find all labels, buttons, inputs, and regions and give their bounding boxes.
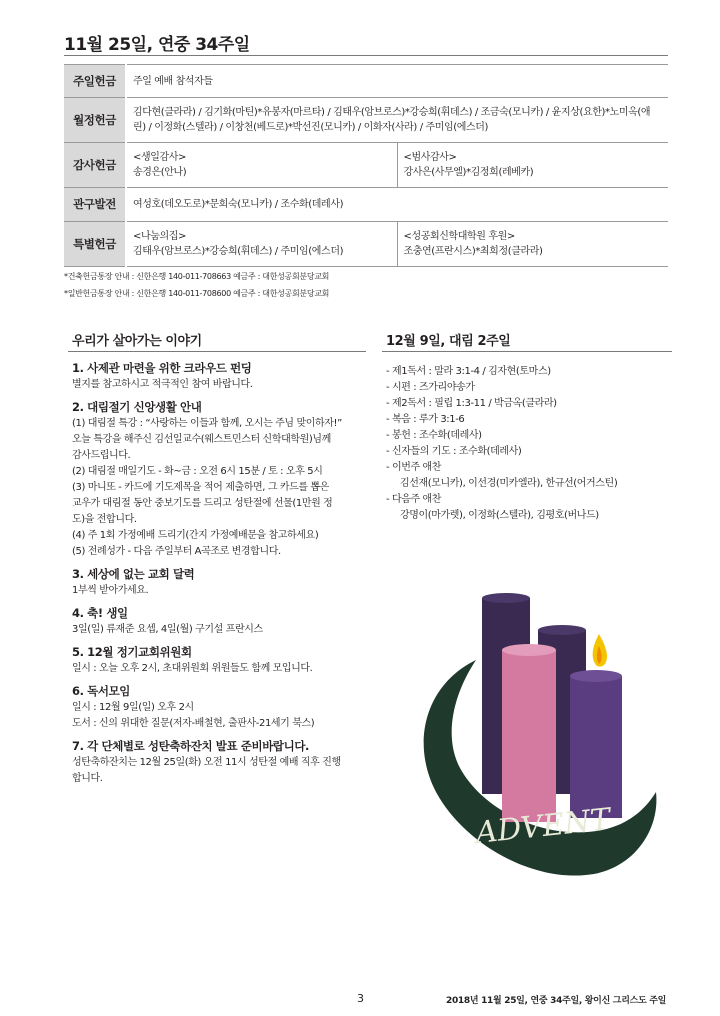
- offering-label: 주일헌금: [64, 65, 126, 98]
- story-item-line: 오늘 특강을 해주신 김선일교수(웨스트민스터 신학대학원)님께: [72, 434, 331, 445]
- story-item-line: 감사드립니다.: [72, 450, 131, 461]
- story-item-heading: 3. 세상에 없는 교회 달력: [72, 567, 195, 581]
- story-item-line: 일시 : 12월 9일(일) 오후 2시: [72, 702, 194, 713]
- story-item-line: 일시 : 오늘 오후 2시, 초대위원회 위원들도 함께 모입니다.: [72, 663, 313, 674]
- footer-text: 2018년 11월 25일, 연중 34주일, 왕이신 그리스도 주일: [446, 996, 666, 1006]
- offering-label: 감사헌금: [64, 143, 126, 188]
- nextweek-list: [386, 364, 666, 524]
- nextweek-line: 강명이(마가렛), 이정화(스텔라), 김평호(버나드): [400, 510, 599, 521]
- story-item-heading: 5. 12월 정기교회위원회: [72, 645, 192, 659]
- story-item-heading: 7. 각 단체별로 성탄축하잔치 발표 준비바랍니다.: [72, 739, 310, 753]
- story-item-heading: 6. 독서모임: [72, 684, 131, 698]
- nextweek-line: - 이번주 애찬: [386, 462, 442, 473]
- nextweek-line: - 신자들의 기도 : 조수화(데레사): [386, 446, 522, 457]
- page-title: 11월 25일, 연중 34주일: [64, 35, 250, 55]
- bank-note-general: *일반헌금통장 안내 : 신한은행 140-011-708600 예금주 : 대한성공회분당교회: [64, 289, 330, 298]
- story-item-line: 합니다.: [72, 773, 103, 784]
- offering-cell-right: [397, 222, 668, 267]
- offering-text: 김다현(클라라) / 김기화(마틴)*유봉자(마르타) / 김태우(암브로스)*강승희(휘데스) / 조금숙(모니카) / 윤지상(요한)*노미옥(애린) / 이정화(스텔라) / 이창천(베드로)*박선진(모니카) / 이화자(사라) / 주미임(에스더): [126, 98, 668, 143]
- nextweek-divider: [382, 351, 672, 352]
- nextweek-line: - 시편 : 즈가리야송가: [386, 382, 475, 393]
- story-item-line: 1부씩 받아가세요.: [72, 585, 149, 596]
- story-item-line: (1) 대림절 특강 : “사랑하는 이들과 함께, 오시는 주님 맞이하자!”: [72, 418, 342, 429]
- advent-lettering: ADVENT: [474, 802, 612, 852]
- nextweek-line: - 복음 : 루가 3:1-6: [386, 414, 465, 425]
- story-item-line: (2) 대림절 매일기도 - 화~금 : 오전 6시 15분 / 토 : 오후 5시: [72, 466, 323, 477]
- offering-names: 조충연(프란시스)*최희정(클라라): [403, 246, 543, 257]
- story-item-line: 별지를 참고하시고 적극적인 참여 바랍니다.: [72, 379, 253, 390]
- page-number: 3: [357, 992, 364, 1005]
- advent-wreath-illustration: [416, 592, 666, 892]
- story-item-heading: 4. 축! 생일: [72, 606, 128, 620]
- offering-subheading: <나눔의집>: [133, 231, 186, 242]
- story-list: [72, 360, 362, 787]
- story-section-title: 우리가 살아가는 이야기: [72, 334, 202, 349]
- offering-subheading: <성공회신학대학원 후원>: [403, 231, 515, 242]
- offering-label: 특별헌금: [64, 222, 126, 267]
- story-item-line: (5) 전례성가 - 다음 주일부터 A곡조로 변경합니다.: [72, 546, 281, 557]
- story-item-line: 성탄축하잔치는 12월 25일(화) 오전 11시 성탄절 예배 직후 진행: [72, 757, 341, 768]
- story-item-line: 3일(일) 류재준 요셉, 4일(월) 구기설 프란시스: [72, 624, 263, 635]
- offering-names: 김태우(암브로스)*강승희(휘데스) / 주미임(에스더): [133, 246, 344, 257]
- offering-label: 관구발전: [64, 188, 126, 222]
- table-row: [64, 188, 668, 222]
- candle-pink: [502, 650, 556, 822]
- bank-note-building: *건축헌금통장 안내 : 신한은행 140-011-708663 예금주 : 대한성공회분당교회: [64, 272, 330, 281]
- story-item-line: 교우가 대림절 동안 중보기도를 드리고 성탄절에 선물(1만원 정: [72, 498, 333, 509]
- nextweek-section-title: 12월 9일, 대림 2주일: [386, 334, 511, 349]
- offering-subheading: <범사감사>: [403, 152, 457, 163]
- nextweek-line: 김선재(모니카), 이선경(미카엘라), 한규선(어거스틴): [400, 478, 618, 489]
- offering-label: 월정헌금: [64, 98, 126, 143]
- nextweek-line: - 제1독서 : 말라 3:1-4 / 김자현(토마스): [386, 366, 551, 377]
- offering-subheading: <생일감사>: [133, 152, 186, 163]
- story-item-line: (3) 마니또 - 카드에 기도제목을 적어 제출하면, 그 카드를 뽑은: [72, 482, 329, 493]
- story-item-line: 도)을 전합니다.: [72, 514, 137, 525]
- offering-cell-left: [126, 143, 397, 188]
- offering-names: 강사은(사무엘)*김정희(레베카): [403, 167, 534, 178]
- table-row: [64, 98, 668, 143]
- story-item-line: (4) 주 1회 가정예배 드리기(간지 가정예배문을 참고하세요): [72, 530, 319, 541]
- offering-cell-left: [126, 222, 397, 267]
- nextweek-line: - 제2독서 : 필립 1:3-11 / 박금옥(클라라): [386, 398, 557, 409]
- table-row: [64, 222, 668, 267]
- story-item-heading: 2. 대림절기 신앙생활 안내: [72, 400, 202, 414]
- story-item-line: 도서 : 신의 위대한 질문(저자-배철현, 출판사-21세기 북스): [72, 718, 315, 729]
- offerings-table: [64, 64, 668, 267]
- candle-purple-lit: [570, 676, 622, 818]
- title-divider: [64, 55, 668, 56]
- offering-text: 주일 예배 참석자들: [126, 65, 668, 98]
- nextweek-line: - 다음주 애찬: [386, 494, 442, 505]
- story-item-heading: 1. 사제관 마련을 위한 크라우드 펀딩: [72, 361, 252, 375]
- nextweek-line: - 봉헌 : 조수화(데레사): [386, 430, 482, 441]
- story-divider: [68, 351, 366, 352]
- table-row: [64, 143, 668, 188]
- offering-names: 송경은(안나): [133, 167, 187, 178]
- offering-text: 여성호(데오도로)*문희숙(모니카) / 조수화(데레사): [126, 188, 668, 222]
- offering-cell-right: [397, 143, 668, 188]
- table-row: [64, 65, 668, 98]
